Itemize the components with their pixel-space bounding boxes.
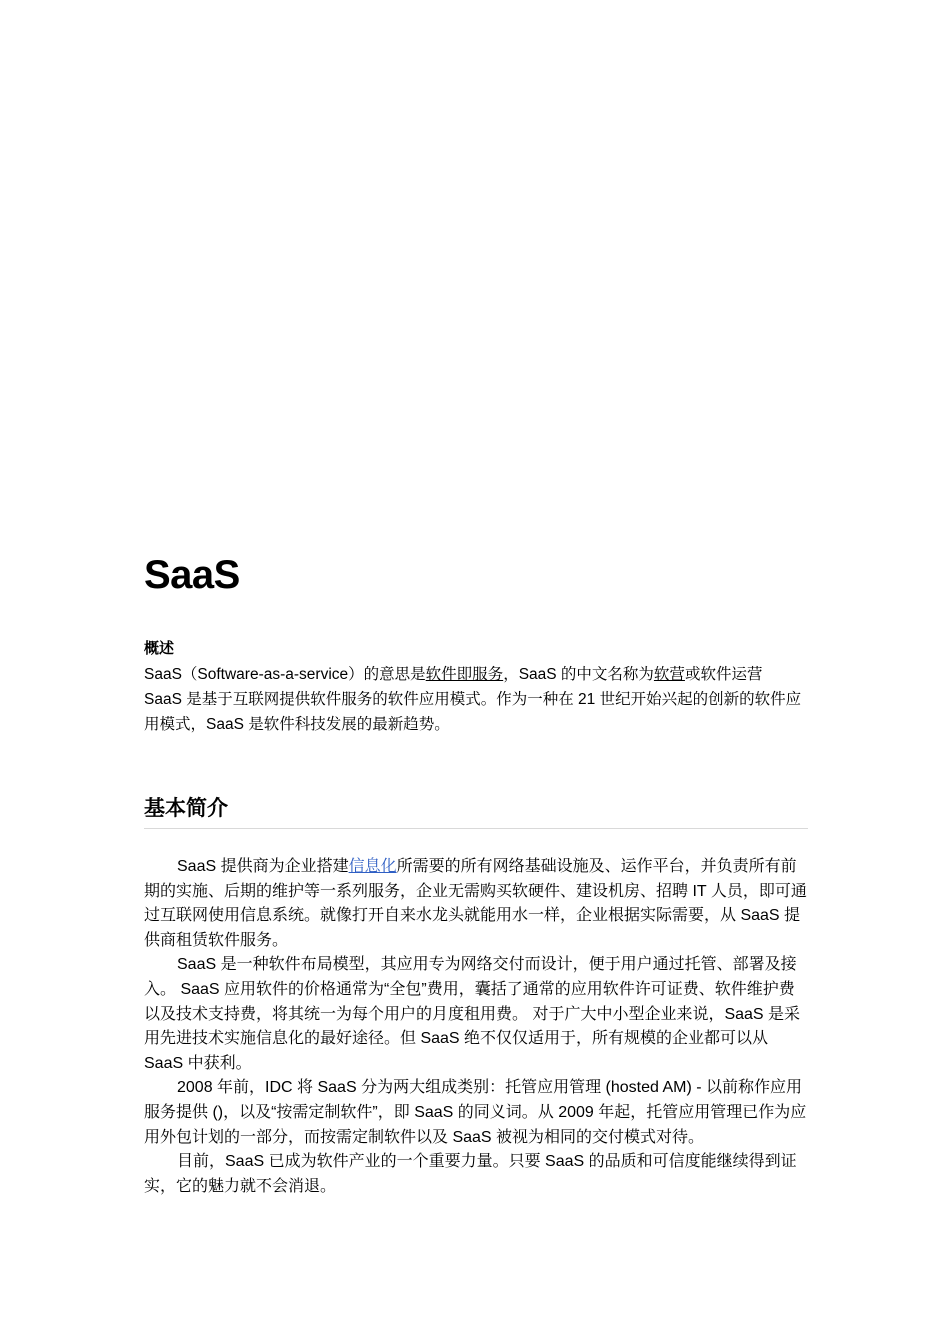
overview-body — [144, 662, 808, 737]
intro-paragraph-1 — [144, 855, 810, 953]
section-heading-intro: 基本简介 — [144, 794, 808, 829]
intro-body — [144, 855, 810, 1199]
overview-text-after: 或软件运营 — [684, 666, 763, 683]
document-title: SaaS — [144, 553, 240, 597]
link-informatization[interactable]: 信息化 — [348, 858, 397, 875]
term-ruanying: 软营 — [653, 666, 685, 683]
overview-paragraph-2: SaaS 是基于互联网提供软件服务的软件应用模式。作为一种在 21 世纪开始兴起的创新的软件应用模式，SaaS 是软件科技发展的最新趋势。 — [144, 691, 802, 733]
intro-p1-before: SaaS 提供商为企业搭建 — [177, 858, 349, 875]
overview-line-1 — [144, 662, 808, 687]
term-software-as-service: 软件即服务 — [425, 666, 504, 683]
intro-paragraph-3: 2008 年前，IDC 将 SaaS 分为两大组成类别：托管应用管理 (hosted AM) - 以前称作应用服务提供 ()，以及“按需定制软件”，即 SaaS 的同义词。从 2009 年起，托管应用管理已作为应用外包计划的一部分，而按需定制软件以及 SaaS 被视为相同的交付模式对待。 — [144, 1079, 807, 1146]
overview-text-middle: ，SaaS 的中文名称为 — [503, 666, 654, 683]
document-page — [144, 0, 808, 1344]
intro-paragraph-4: 目前，SaaS 已成为软件产业的一个重要力量。只要 SaaS 的品质和可信度能继续得到证实，它的魅力就不会消退。 — [144, 1153, 797, 1195]
overview-heading: 概述 — [144, 640, 175, 657]
intro-paragraph-2: SaaS 是一种软件布局模型，其应用专为网络交付而设计，便于用户通过托管、部署及接入。 SaaS 应用软件的价格通常为“全包”费用，囊括了通常的应用软件许可证费、软件维护费以及技术支持费，将其统一为每个用户的月度租用费。 对于广大中小型企业来说，SaaS 是采用先进技术实施信息化的最好途径。但 SaaS 绝不仅仅适用于，所有规模的企业都可以从 SaaS 中获利。 — [144, 956, 801, 1072]
intro-p1-after: 所需要的所有网络基础设施及、运作平台，并负责所有前期的实施、后期的维护等一系列服务，企业无需购买软硬件、建设机房、招聘 IT 人员，即可通过互联网使用信息系统。就像打开自来水龙头就能用水一样，企业根据实际需要，从 SaaS 提供商租赁软件服务。 — [144, 858, 807, 949]
overview-text-before: SaaS（Software-as-a-service）的意思是 — [144, 666, 426, 683]
